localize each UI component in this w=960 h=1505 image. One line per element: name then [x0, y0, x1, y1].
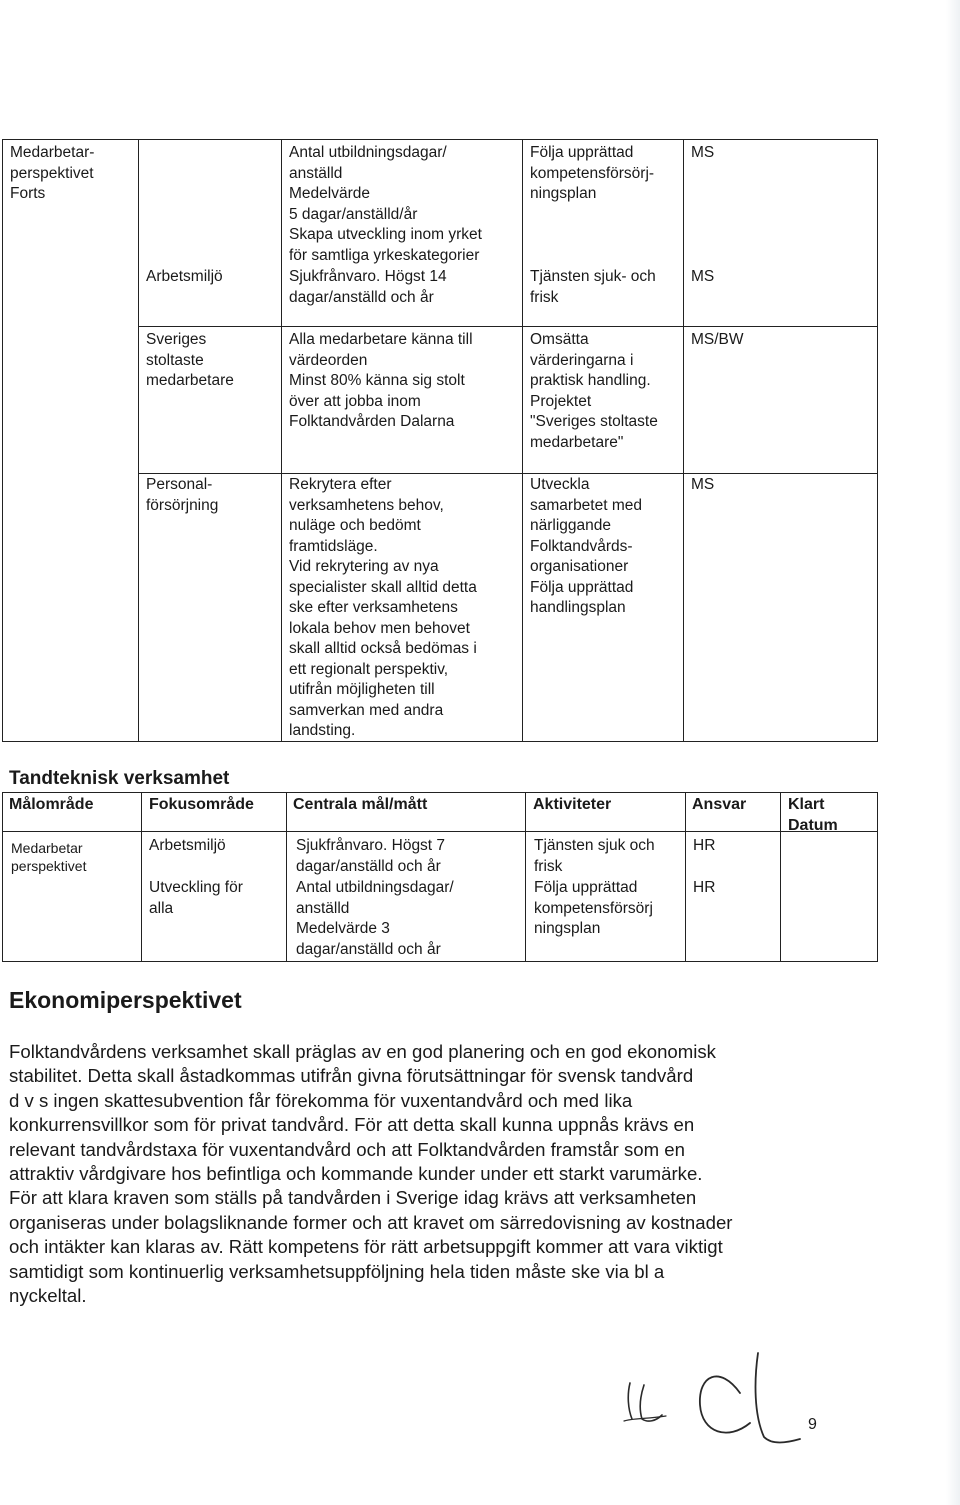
cell-fokus: Arbetsmiljö [149, 837, 226, 854]
cell-ansvar: MS [691, 144, 715, 161]
header-divider [3, 831, 877, 832]
dental-tech-goals-table [2, 792, 878, 962]
column-divider [286, 793, 287, 961]
cell-aktiviteter: Tjänsten sjuk- och frisk [530, 268, 656, 306]
cell-ansvar: MS/BW [691, 331, 744, 348]
column-divider [281, 140, 282, 741]
cell-mal: Alla medarbetare känna till värdeorden Minst 80% känna sig stolt över att jobba inom Folktandvården Dalarna [289, 331, 473, 430]
heading-ekonomiperspektivet: Ekonomiperspektivet [9, 987, 242, 1013]
paragraph-line: nyckeltal. [9, 1285, 87, 1307]
column-divider [685, 793, 686, 961]
cell-mal: Rekrytera efter verksamhetens behov, nuläge och bedömt framtidsläge. Vid rekrytering av nya specialister skall alltid detta ske efter verksamhetens lokala behov men behovet skall alltid också bedömas i ett regionalt perspektiv, utifrån möjligheten till samverkan med andra landsting. [289, 476, 477, 739]
section-title: Tandteknisk verksamhet [9, 768, 230, 789]
page-number: 9 [808, 1416, 817, 1433]
column-divider [780, 793, 781, 961]
cell-ansvar: MS [691, 476, 715, 493]
cell-aktiviteter: Tjänsten sjuk och frisk [534, 837, 655, 875]
cell-fokus: Arbetsmiljö [146, 268, 223, 285]
cell-mal: Antal utbildningsdagar/ anställd Medelvärde 3 dagar/anställd och år [296, 879, 454, 958]
cell-aktiviteter: Följa upprättad kompetensförsörj ningsplan [534, 879, 653, 937]
header-maalomrade: Målområde [9, 796, 94, 813]
paragraph-line: relevant tandvårdstaxa för vuxentandvård och att Folktandvården framstår som en [9, 1138, 685, 1160]
paragraph-line: attraktiv vårdgivare hos befintliga och kommande kunder under ett starkt varumärke. [9, 1163, 703, 1185]
cell-mal: Sjukfrånvaro. Högst 14 dagar/anställd och år [289, 268, 447, 306]
row-divider [138, 473, 877, 474]
paragraph-line: stabilitet. Detta skall åstadkommas utifrån givna förutsättningar för svensk tandvård [9, 1065, 694, 1087]
cell-maalomrade: Medarbetar perspektivet [11, 840, 87, 874]
cell-aktiviteter: Utveckla samarbetet med närliggande Folktandvårds- organisationer Följa upprättad handlingsplan [530, 476, 642, 616]
page-edge-shadow [946, 0, 960, 1505]
cell-fokus: Sveriges stoltaste medarbetare [146, 331, 234, 389]
paragraph-line: d v s ingen skattesubvention får förekomma för vuxentandvård och med lika [9, 1089, 633, 1111]
column-divider [683, 140, 684, 741]
header-ansvar: Ansvar [692, 796, 747, 813]
column-divider [141, 793, 142, 961]
paragraph-line: samtidigt som kontinuerlig verksamhetsuppföljning hela tiden måste ske via bl a [9, 1260, 665, 1282]
paragraph-line: Folktandvårdens verksamhet skall präglas av en god planering och en god ekonomisk [9, 1041, 716, 1062]
cell-fokus: Personal- försörjning [146, 476, 219, 514]
paragraph-line: För att klara kraven som ställs på tandvården i Sverige idag krävs att verksamheten [9, 1187, 697, 1209]
cell-ansvar: MS [691, 268, 715, 285]
header-aktiviteter: Aktiviteter [533, 796, 612, 813]
cell-aktiviteter: Följa upprättad kompetensförsörj- ningsplan [530, 144, 655, 202]
cell-fokus: Utveckling för alla [149, 879, 243, 917]
column-divider [522, 140, 523, 741]
cell-ansvar: HR [693, 837, 716, 854]
cell-maalomrade: Medarbetar- perspektivet Forts [10, 144, 95, 202]
paragraph-line: konkurrensvillkor som för privat tandvård. För att detta skall kunna uppnås krävs en [9, 1114, 695, 1136]
cell-ansvar: HR [693, 879, 716, 896]
column-divider [138, 140, 139, 741]
cell-aktiviteter: Omsätta värderingarna i praktisk handling. Projektet "Sveriges stoltaste medarbetare" [530, 331, 658, 451]
paragraph-line: organiseras under bolagsliknande former och att kravet om särredovisning av kostnader [9, 1211, 733, 1233]
header-centrala-mal: Centrala mål/mått [293, 796, 428, 813]
header-fokusomrade: Fokusområde [149, 796, 254, 813]
paragraph-line: och intäkter kan klaras av. Rätt kompetens för rätt arbetsuppgift kommer att vara viktigt [9, 1236, 723, 1258]
column-divider [525, 793, 526, 961]
cell-mal: Antal utbildningsdagar/ anställd Medelvärde 5 dagar/anställd/år Skapa utveckling inom yrket för samtliga yrkeskategorier [289, 144, 482, 264]
goals-table-continued [2, 139, 878, 742]
cell-mal: Sjukfrånvaro. Högst 7 dagar/anställd och år [296, 837, 446, 875]
handwritten-initials [608, 1345, 808, 1455]
header-datum: Datum [788, 817, 838, 834]
body-paragraph [9, 1040, 859, 1308]
row-divider [138, 326, 877, 327]
header-klart: Klart [788, 796, 825, 813]
